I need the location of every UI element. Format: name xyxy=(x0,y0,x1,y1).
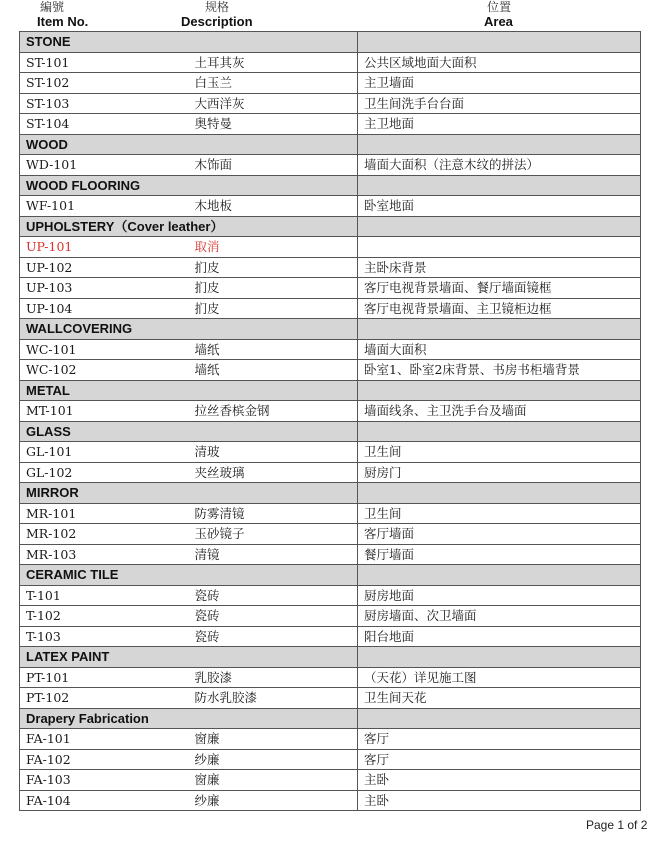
table-row xyxy=(20,790,641,811)
table-row xyxy=(20,360,641,381)
item-code-cell: T-101 xyxy=(20,585,189,606)
section-area-cell xyxy=(358,216,641,237)
section-area-cell xyxy=(358,483,641,504)
description-cell: 拉丝香槟金钢 xyxy=(189,401,358,422)
table-row xyxy=(20,442,641,463)
description-cell: 清镜 xyxy=(189,544,358,565)
item-code-cell: WC-102 xyxy=(20,360,189,381)
section-title: GLASS xyxy=(20,421,358,442)
section-area-cell xyxy=(358,319,641,340)
area-label-en: Area xyxy=(484,14,513,29)
item-code-cell: FA-101 xyxy=(20,729,189,750)
section-area-cell xyxy=(358,565,641,586)
section-header-row xyxy=(20,647,641,668)
item-code-cell: GL-102 xyxy=(20,462,189,483)
description-cell: 纱廉 xyxy=(189,790,358,811)
item-code-cell: ST-103 xyxy=(20,93,189,114)
column-header xyxy=(0,0,660,32)
item-no-label-zh: 編號 xyxy=(40,0,65,14)
description-cell: 墙纸 xyxy=(189,339,358,360)
item-code-cell: FA-102 xyxy=(20,749,189,770)
area-cell: 卫生间 xyxy=(358,503,641,524)
table-row xyxy=(20,401,641,422)
section-title: LATEX PAINT xyxy=(20,647,358,668)
item-code-cell: MR-102 xyxy=(20,524,189,545)
section-header-row xyxy=(20,708,641,729)
table-row xyxy=(20,688,641,709)
item-code-cell: ST-101 xyxy=(20,52,189,73)
area-cell: 主卫地面 xyxy=(358,114,641,135)
section-header-row xyxy=(20,32,641,53)
item-code-cell: MT-101 xyxy=(20,401,189,422)
description-cell: 白玉兰 xyxy=(189,73,358,94)
item-code-cell: PT-101 xyxy=(20,667,189,688)
description-cell: 清玻 xyxy=(189,442,358,463)
description-cell: 防水乳胶漆 xyxy=(189,688,358,709)
table-row xyxy=(20,462,641,483)
section-header-row xyxy=(20,216,641,237)
schedule-body xyxy=(20,32,641,811)
description-cell: 夹丝玻璃 xyxy=(189,462,358,483)
item-code-cell: PT-102 xyxy=(20,688,189,709)
area-cell: 主卧 xyxy=(358,770,641,791)
item-code-cell: MR-103 xyxy=(20,544,189,565)
description-cell: 纱廉 xyxy=(189,749,358,770)
area-cell: 餐厅墙面 xyxy=(358,544,641,565)
materials-schedule-table xyxy=(19,31,641,811)
section-title: UPHOLSTERY（Cover leather） xyxy=(20,216,358,237)
description-cell: 取消 xyxy=(189,237,358,258)
table-row xyxy=(20,667,641,688)
area-cell: 卧室地面 xyxy=(358,196,641,217)
description-cell: 木饰面 xyxy=(189,155,358,176)
area-cell: 客厅 xyxy=(358,729,641,750)
table-row xyxy=(20,729,641,750)
item-code-cell: GL-101 xyxy=(20,442,189,463)
section-area-cell xyxy=(358,421,641,442)
description-cell: 乳胶漆 xyxy=(189,667,358,688)
description-cell: 扪皮 xyxy=(189,257,358,278)
section-title: CERAMIC TILE xyxy=(20,565,358,586)
section-header-row xyxy=(20,565,641,586)
section-title: STONE xyxy=(20,32,358,53)
item-code-cell: ST-102 xyxy=(20,73,189,94)
item-code-cell: ST-104 xyxy=(20,114,189,135)
description-cell: 奥特曼 xyxy=(189,114,358,135)
section-title: Drapery Fabrication xyxy=(20,708,358,729)
area-cell: 客厅电视背景墙面、餐厅墙面镜框 xyxy=(358,278,641,299)
table-row xyxy=(20,544,641,565)
item-code-cell: UP-104 xyxy=(20,298,189,319)
area-cell: 厨房门 xyxy=(358,462,641,483)
description-cell: 大西洋灰 xyxy=(189,93,358,114)
area-cell: 主卧床背景 xyxy=(358,257,641,278)
table-row xyxy=(20,278,641,299)
area-cell: 厨房地面 xyxy=(358,585,641,606)
description-cell: 防雾清镜 xyxy=(189,503,358,524)
area-cell: 墙面大面积（注意木纹的拼法） xyxy=(358,155,641,176)
area-cell: 卧室1、卧室2床背景、书房书柜墙背景 xyxy=(358,360,641,381)
description-cell: 瓷砖 xyxy=(189,606,358,627)
table-row xyxy=(20,770,641,791)
area-cell: 卫生间 xyxy=(358,442,641,463)
table-row xyxy=(20,298,641,319)
section-title: METAL xyxy=(20,380,358,401)
item-code-cell: WC-101 xyxy=(20,339,189,360)
area-cell: 厨房墙面、次卫墙面 xyxy=(358,606,641,627)
description-cell: 木地板 xyxy=(189,196,358,217)
table-row xyxy=(20,606,641,627)
table-row xyxy=(20,585,641,606)
item-no-label-en: Item No. xyxy=(37,14,89,29)
area-cell xyxy=(358,237,641,258)
item-code-cell: UP-103 xyxy=(20,278,189,299)
item-code-cell: T-102 xyxy=(20,606,189,627)
item-code-cell: FA-103 xyxy=(20,770,189,791)
table-row xyxy=(20,196,641,217)
area-label-zh: 位置 xyxy=(487,0,512,14)
description-cell: 土耳其灰 xyxy=(189,52,358,73)
table-row xyxy=(20,237,641,258)
area-cell: 卫生间天花 xyxy=(358,688,641,709)
section-title: WALLCOVERING xyxy=(20,319,358,340)
description-cell: 扪皮 xyxy=(189,278,358,299)
description-cell: 墙纸 xyxy=(189,360,358,381)
table-row xyxy=(20,503,641,524)
section-area-cell xyxy=(358,175,641,196)
area-cell: 客厅电视背景墙面、主卫镜柜边框 xyxy=(358,298,641,319)
item-code-cell: T-103 xyxy=(20,626,189,647)
section-area-cell xyxy=(358,32,641,53)
item-code-cell: UP-101 xyxy=(20,237,189,258)
area-cell: 墙面线条、主卫洗手台及墙面 xyxy=(358,401,641,422)
section-title: WOOD FLOORING xyxy=(20,175,358,196)
description-label-zh: 规格 xyxy=(205,0,230,14)
table-row xyxy=(20,155,641,176)
table-row xyxy=(20,524,641,545)
description-cell: 瓷砖 xyxy=(189,626,358,647)
area-cell: 墙面大面积 xyxy=(358,339,641,360)
table-row xyxy=(20,749,641,770)
section-area-cell xyxy=(358,647,641,668)
area-cell: 公共区域地面大面积 xyxy=(358,52,641,73)
item-code-cell: WD-101 xyxy=(20,155,189,176)
page-indicator: Page 1 of 2 xyxy=(586,818,648,832)
section-header-row xyxy=(20,319,641,340)
description-cell: 窗廉 xyxy=(189,770,358,791)
description-label-en: Description xyxy=(181,14,253,29)
area-cell: 主卧 xyxy=(358,790,641,811)
section-header-row xyxy=(20,483,641,504)
area-cell: （天花）详见施工图 xyxy=(358,667,641,688)
table-row xyxy=(20,626,641,647)
section-header-row xyxy=(20,380,641,401)
table-row xyxy=(20,257,641,278)
description-cell: 窗廉 xyxy=(189,729,358,750)
section-title: WOOD xyxy=(20,134,358,155)
area-cell: 阳台地面 xyxy=(358,626,641,647)
section-header-row xyxy=(20,175,641,196)
table-row xyxy=(20,73,641,94)
description-cell: 玉砂镜子 xyxy=(189,524,358,545)
item-code-cell: WF-101 xyxy=(20,196,189,217)
item-code-cell: FA-104 xyxy=(20,790,189,811)
section-area-cell xyxy=(358,134,641,155)
area-cell: 客厅墙面 xyxy=(358,524,641,545)
area-cell: 客厅 xyxy=(358,749,641,770)
section-header-row xyxy=(20,421,641,442)
section-title: MIRROR xyxy=(20,483,358,504)
area-cell: 主卫墙面 xyxy=(358,73,641,94)
table-row xyxy=(20,93,641,114)
section-area-cell xyxy=(358,708,641,729)
item-code-cell: UP-102 xyxy=(20,257,189,278)
table-row xyxy=(20,339,641,360)
table-row xyxy=(20,114,641,135)
item-code-cell: MR-101 xyxy=(20,503,189,524)
area-cell: 卫生间洗手台台面 xyxy=(358,93,641,114)
description-cell: 扪皮 xyxy=(189,298,358,319)
description-cell: 瓷砖 xyxy=(189,585,358,606)
section-area-cell xyxy=(358,380,641,401)
table-row xyxy=(20,52,641,73)
section-header-row xyxy=(20,134,641,155)
